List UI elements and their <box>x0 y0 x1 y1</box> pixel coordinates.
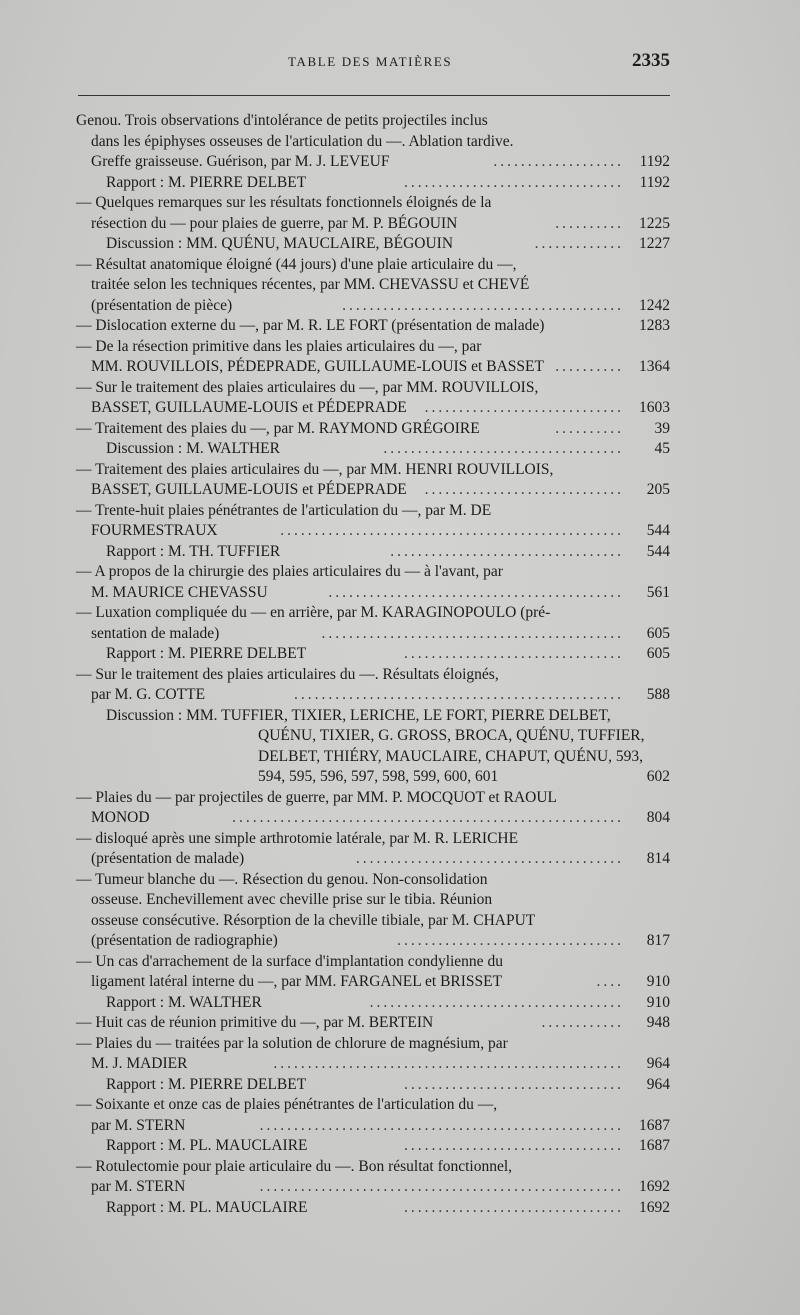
index-line <box>76 111 670 132</box>
index-line <box>76 1177 670 1198</box>
entry-page-number: 1283 <box>639 317 670 334</box>
entry-text: — Tumeur blanche du —. Résection du genou. Non-consolidation <box>76 870 488 888</box>
dot-leader: .......... <box>555 419 624 437</box>
index-line <box>76 337 670 358</box>
dot-leader: .......... <box>555 214 624 232</box>
index-line <box>76 665 670 686</box>
dot-leader: ..................................... <box>369 993 624 1011</box>
dot-leader: ................................. <box>397 932 624 949</box>
entry-text: — Résultat anatomique éloigné (44 jours) d'une plaie articulaire du —, <box>76 255 517 273</box>
index-line <box>76 829 670 850</box>
entry-text: dans les épiphyses osseuses de l'articulation du —. Ablation tardive. <box>91 132 514 150</box>
index-line <box>76 1136 670 1157</box>
entry-text: — Trente-huit plaies pénétrantes de l'articulation du —, par M. DE <box>76 501 492 519</box>
index-line <box>76 747 670 768</box>
index-line <box>76 870 670 891</box>
entry-page-number: 39 <box>654 419 670 437</box>
entry-text: — Plaies du — par projectiles de guerre, par MM. P. MOCQUOT et RAOUL <box>76 788 557 806</box>
index-line <box>76 1034 670 1055</box>
entry-page-number: 1692 <box>639 1198 670 1216</box>
entry-page-number: 910 <box>646 993 670 1011</box>
dot-leader: .......... <box>555 358 624 375</box>
index-line <box>76 1095 670 1116</box>
entry-page-number: 605 <box>646 645 670 662</box>
entry-page-number: 1687 <box>639 1137 670 1154</box>
index-line <box>76 624 670 645</box>
dot-leader: ......................................................... <box>232 809 624 826</box>
dot-leader: ................................................ <box>294 686 624 703</box>
index-line <box>76 706 670 727</box>
entry-text: Discussion : M. WALTHER <box>106 440 280 457</box>
entry-page-number: 1242 <box>639 296 670 314</box>
entry-page-number: 1603 <box>639 399 670 416</box>
dot-leader: .................................................. <box>280 522 624 539</box>
entry-text: Rapport : M. PIERRE DELBET <box>106 645 307 662</box>
entry-text: — Sur le traitement des plaies articulaires du —, par MM. ROUVILLOIS, <box>76 378 539 396</box>
entry-page-number: 588 <box>646 686 670 703</box>
dot-leader: ............ <box>541 1014 624 1031</box>
entry-page-number: 910 <box>646 973 670 990</box>
dot-leader: ................... <box>493 153 624 170</box>
entry-text: Rapport : M. PL. MAUCLAIRE <box>106 1198 308 1216</box>
index-line <box>76 849 670 870</box>
dot-leader: ............................. <box>424 481 624 498</box>
index-line <box>76 398 670 419</box>
entry-text: (présentation de malade) <box>91 850 245 867</box>
entry-text: Discussion : MM. QUÉNU, MAUCLAIRE, BÉGOUIN <box>106 235 454 252</box>
index-entries <box>76 111 670 1218</box>
index-line <box>76 993 670 1014</box>
dot-leader: ......................................... <box>342 296 624 314</box>
entry-text: — Plaies du — traitées par la solution de chlorure de magnésium, par <box>76 1034 508 1052</box>
entry-text: — Un cas d'arrachement de la surface d'implantation condylienne du <box>76 952 503 970</box>
index-line <box>76 685 670 706</box>
entry-text: — Huit cas de réunion primitive du —, par M. BERTEIN <box>76 1014 434 1031</box>
page-number: 2335 <box>632 50 670 71</box>
index-line <box>76 808 670 829</box>
entry-text: Rapport : M. WALTHER <box>106 993 262 1011</box>
entry-text: — Traitement des plaies du —, par M. RAYMOND GRÉGOIRE <box>76 419 480 437</box>
index-line <box>76 911 670 932</box>
entry-text: MM. ROUVILLOIS, PÉDEPRADE, GUILLAUME-LOUIS et BASSET <box>91 358 544 375</box>
entry-text: M. J. MADIER <box>91 1055 188 1072</box>
entry-text: FOURMESTRAUX <box>91 522 218 539</box>
entry-text: — Luxation compliquée du — en arrière, par M. KARAGINOPOULO (pré- <box>76 604 551 621</box>
entry-page-number: 964 <box>646 1055 670 1072</box>
index-line <box>76 275 670 296</box>
index-line <box>76 173 670 194</box>
entry-text: ligament latéral interne du —, par MM. FARGANEL et BRISSET <box>91 973 503 990</box>
entry-page-number: 1364 <box>639 358 670 375</box>
entry-page-number: 1225 <box>639 214 670 232</box>
index-line <box>76 419 670 440</box>
dot-leader: ..................................................... <box>259 1178 624 1195</box>
entry-text: par M. STERN <box>91 1178 186 1195</box>
index-line <box>76 726 670 747</box>
index-line <box>76 378 670 399</box>
entry-text: Genou. Trois observations d'intolérance de petits projectiles inclus <box>76 112 488 129</box>
index-line <box>76 296 670 317</box>
dot-leader: .................................. <box>390 542 624 560</box>
index-line <box>76 583 670 604</box>
index-line <box>76 480 670 501</box>
dot-leader: ................................ <box>404 173 624 191</box>
entry-text: Rapport : M. PL. MAUCLAIRE <box>106 1137 308 1154</box>
index-line <box>76 132 670 153</box>
entry-text: QUÉNU, TIXIER, G. GROSS, BROCA, QUÉNU, TUFFIER, <box>258 727 645 744</box>
dot-leader: ............................. <box>424 399 624 416</box>
index-line <box>76 542 670 563</box>
index-line <box>76 972 670 993</box>
index-line <box>76 501 670 522</box>
entry-text: — Dislocation externe du —, par M. R. LE FORT (présentation de malade) <box>76 317 545 334</box>
entry-page-number: 948 <box>646 1014 670 1031</box>
index-line <box>76 1013 670 1034</box>
entry-text: résection du — pour plaies de guerre, par M. P. BÉGOUIN <box>91 214 458 232</box>
dot-leader: ................................ <box>404 1137 624 1154</box>
index-line <box>76 931 670 952</box>
entry-text: Discussion : MM. TUFFIER, TIXIER, LERICHE, LE FORT, PIERRE DELBET, <box>106 706 611 724</box>
entry-page-number: 205 <box>646 481 670 498</box>
index-line <box>76 952 670 973</box>
index-line <box>76 788 670 809</box>
entry-page-number: 1192 <box>639 153 670 170</box>
dot-leader: ..................................................... <box>259 1116 624 1134</box>
index-line <box>76 562 670 583</box>
entry-text: — A propos de la chirurgie des plaies articulaires du — à l'avant, par <box>76 563 503 580</box>
index-line <box>76 152 670 173</box>
entry-page-number: 1192 <box>639 173 670 191</box>
entry-text: MONOD <box>91 809 150 826</box>
running-title: TABLE DES MATIÈRES <box>288 54 453 69</box>
entry-text: M. MAURICE CHEVASSU <box>91 583 268 601</box>
entry-text: — Sur le traitement des plaies articulaires du —. Résultats éloignés, <box>76 665 499 683</box>
entry-page-number: 544 <box>646 542 670 560</box>
entry-text: Rapport : M. PIERRE DELBET <box>106 173 307 191</box>
entry-page-number: 45 <box>654 440 670 457</box>
index-line <box>76 316 670 337</box>
index-line <box>76 1198 670 1219</box>
entry-text: — De la résection primitive dans les plaies articulaires du —, par <box>76 337 482 355</box>
entry-text: Rapport : M. TH. TUFFIER <box>106 542 281 560</box>
index-line <box>76 357 670 378</box>
entry-text: 594, 595, 596, 597, 598, 599, 600, 601 <box>258 768 499 785</box>
entry-text: osseuse. Enchevillement avec cheville prise sur le tibia. Réunion <box>91 891 493 908</box>
entry-text: BASSET, GUILLAUME-LOUIS et PÉDEPRADE <box>91 399 407 416</box>
index-line <box>76 767 670 788</box>
index-line <box>76 1054 670 1075</box>
index-line <box>76 460 670 481</box>
index-line <box>76 521 670 542</box>
index-line <box>76 1075 670 1096</box>
entry-text: sentation de malade) <box>91 624 220 642</box>
dot-leader: ........................................... <box>328 583 624 601</box>
index-line <box>76 890 670 911</box>
dot-leader: ............................................ <box>321 624 624 642</box>
entry-page-number: 964 <box>646 1075 670 1093</box>
entry-page-number: 817 <box>646 932 670 949</box>
entry-text: — disloqué après une simple arthrotomie latérale, par M. R. LERICHE <box>76 829 519 847</box>
dot-leader: ................................ <box>404 1075 624 1093</box>
entry-page-number: 561 <box>646 583 670 601</box>
dot-leader: ................................ <box>404 645 624 662</box>
index-line <box>76 1157 670 1178</box>
entry-text: BASSET, GUILLAUME-LOUIS et PÉDEPRADE <box>91 481 407 498</box>
entry-page-number: 1687 <box>639 1116 670 1134</box>
index-line <box>76 603 670 624</box>
entry-text: Greffe graisseuse. Guérison, par M. J. LEVEUF <box>91 153 390 170</box>
index-line <box>76 1116 670 1137</box>
entry-page-number: 1692 <box>639 1178 670 1195</box>
entry-text: — Rotulectomie pour plaie articulaire du —. Bon résultat fonctionnel, <box>76 1157 513 1175</box>
entry-text: par M. STERN <box>91 1116 186 1134</box>
entry-text: traitée selon les techniques récentes, par MM. CHEVASSU et CHEVÉ <box>91 276 530 293</box>
dot-leader: ................................ <box>404 1198 624 1216</box>
entry-page-number: 1227 <box>639 235 670 252</box>
entry-text: par M. G. COTTE <box>91 686 206 703</box>
index-line <box>76 255 670 276</box>
index-line <box>76 214 670 235</box>
entry-text: — Quelques remarques sur les résultats fonctionnels éloignés de la <box>76 194 492 211</box>
entry-text: osseuse consécutive. Résorption de la cheville tibiale, par M. CHAPUT <box>91 911 536 929</box>
dot-leader: ................................................... <box>273 1055 624 1072</box>
entry-page-number: 605 <box>646 624 670 642</box>
entry-text: (présentation de radiographie) <box>91 932 278 949</box>
index-line <box>76 644 670 665</box>
entry-text: — Traitement des plaies articulaires du —, par MM. HENRI ROUVILLOIS, <box>76 460 554 478</box>
index-line <box>76 193 670 214</box>
dot-leader: ............. <box>534 235 624 252</box>
header-rule <box>78 95 670 96</box>
entry-page-number: 544 <box>646 522 670 539</box>
entry-page-number: 602 <box>646 768 670 785</box>
index-line <box>76 234 670 255</box>
index-line <box>76 439 670 460</box>
dot-leader: ................................... <box>383 440 624 457</box>
entry-text: DELBET, THIÉRY, MAUCLAIRE, CHAPUT, QUÉNU, 593, <box>258 747 644 765</box>
entry-text: — Soixante et onze cas de plaies pénétrantes de l'articulation du —, <box>76 1096 498 1113</box>
entry-text: (présentation de pièce) <box>91 296 233 314</box>
entry-text: Rapport : M. PIERRE DELBET <box>106 1075 307 1093</box>
entry-page-number: 804 <box>646 809 670 826</box>
entry-page-number: 814 <box>646 850 670 867</box>
page-header <box>0 52 800 76</box>
dot-leader: ....................................... <box>355 850 624 867</box>
dot-leader: .... <box>596 973 624 990</box>
